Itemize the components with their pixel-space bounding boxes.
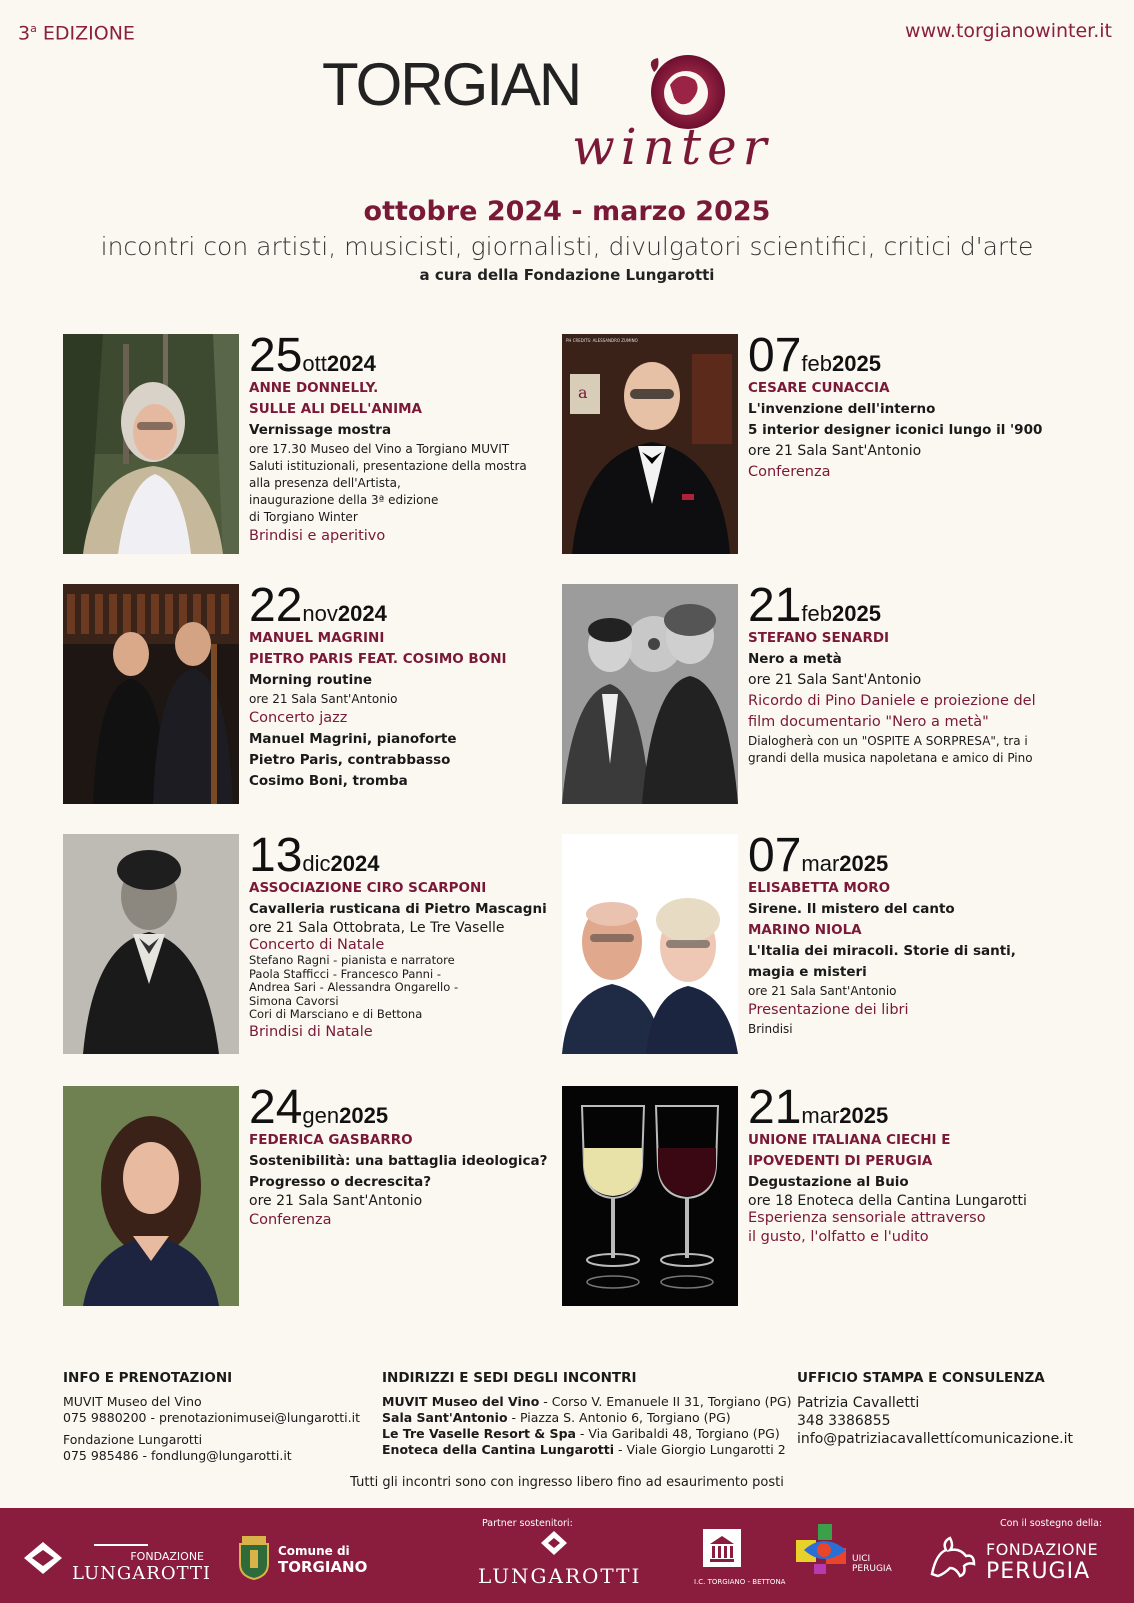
event-line: film documentario "Nero a metà" [748,714,989,730]
info-bookings-title: INFO E PRENOTAZIONI [63,1370,233,1386]
lungarotti-diamond-icon [540,1530,568,1556]
event-card-manuel-magrini [63,579,563,804]
press-phone[interactable]: 348 3386855 [797,1413,891,1429]
event-line: CESARE CUNACCIA [748,380,890,396]
fondazione-label: Fondazione Lungarotti [63,1432,203,1447]
press-contact-name: Patrizia Cavalletti [797,1395,920,1411]
event-details [748,628,1058,767]
event-line: Dialogherà con un "OSPITE A SORPRESA", tra i [748,734,1028,748]
muvit-label: MUVIT Museo del Vino [63,1394,202,1409]
website-link[interactable]: www.torgianowinter.it [905,20,1112,42]
season-subtitle: incontri con artisti, musicisti, giornalisti, divulgatori scientifici, critici d'arte [100,232,1034,261]
support-label: Con il sostegno della: [1000,1518,1103,1529]
uici-label: UICI PERUGIA [852,1554,892,1574]
event-text [748,329,1058,483]
event-details [249,1130,559,1231]
press-email[interactable]: info@patriziacavallettícomunicazione.it [797,1431,1074,1447]
event-text [748,1081,1058,1248]
uici-logo-icon [796,1520,852,1576]
event-line: Brindisi di Natale [249,1023,373,1040]
logo-winter-script: winter [572,118,773,176]
event-line: L'invenzione dell'interno [748,401,936,417]
venue-row: Enoteca della Cantina Lungarotti - Viale Giorgio Lungarotti 2 [382,1442,786,1457]
event-photo [562,1086,738,1306]
event-card-cesare-cunaccia [562,329,1062,554]
event-line: ELISABETTA MORO [748,880,891,896]
event-text [249,829,559,1043]
event-line: PIETRO PARIS FEAT. COSIMO BONI [249,651,507,667]
curated-by: a cura della Fondazione Lungarotti [419,266,715,284]
info-venues-title: INDIRIZZI E SEDI DEGLI INCONTRI [382,1370,637,1386]
info-venues [382,1370,792,1458]
event-date: 13dic2024 [249,829,380,882]
event-line: magia e misteri [748,964,867,980]
sponsor-band [0,1508,1134,1603]
event-photo [562,584,738,804]
logo-torgiano-text: TORGIAN [322,51,581,118]
event-line: Vernissage mostra [249,422,392,438]
event-date: 07feb2025 [748,329,881,382]
info-press [797,1370,1073,1448]
event-line: IPOVEDENTI DI PERUGIA [748,1153,933,1169]
season-dates: ottobre 2024 - marzo 2025 [363,196,771,227]
event-line: STEFANO SENARDI [748,630,890,646]
event-line: Pietro Paris, contrabbasso [249,752,451,768]
event-text [748,579,1058,767]
event-line: inaugurazione della 3ª edizione [249,493,439,507]
event-text [249,1081,559,1231]
event-date: 21mar2025 [748,1081,889,1134]
event-line: Progresso o decrescita? [249,1174,432,1190]
event-photo [63,334,239,554]
event-line: Simona Cavorsi [249,993,339,1008]
muvit-contact[interactable]: 075 9880200 - prenotazionimusei@lungarotti.it [63,1410,360,1425]
event-line: ore 21 Sala Sant'Antonio [748,443,922,459]
event-line: Manuel Magrini, pianoforte [249,731,457,747]
photo-credit: PH CREDITS: ALESSANDRO ZUMINO [566,338,638,343]
event-details [249,878,559,1043]
event-line: Sostenibilità: una battaglia ideologica? [249,1153,548,1169]
event-line: Stefano Ragni - pianista e narratore [249,953,455,967]
event-card-uici [562,1081,1062,1306]
event-line: Concerto jazz [249,710,348,726]
school-building-icon [702,1528,742,1568]
event-line: MANUEL MAGRINI [249,630,385,646]
comune-torgiano-logo[interactable]: Comune di TORGIANO [278,1544,368,1576]
griffin-logo-icon [926,1534,978,1578]
svg-text:a: a [578,383,588,402]
event-line: Morning routine [249,672,372,688]
event-date: 22nov2024 [249,579,387,632]
event-line: Esperienza sensoriale attraverso [748,1210,986,1226]
fondazione-lungarotti-logo[interactable]: FONDAZIONE LUNGAROTTI [72,1544,212,1584]
event-line: ore 17.30 Museo del Vino a Torgiano MUVIT [249,442,510,456]
event-details [249,628,559,792]
event-line: Conferenza [249,1212,332,1228]
event-photo [562,334,738,554]
event-date: 24gen2025 [249,1081,389,1134]
edition-label: 3$^a$ EDIZIONE [18,22,135,45]
event-card-moro-niola [562,829,1062,1054]
event-line: Nero a metà [748,651,842,667]
event-line: L'Italia dei miracoli. Storie di santi, [748,943,1016,959]
event-card-federica-gasbarro [63,1081,563,1306]
event-line: di Torgiano Winter [249,510,358,524]
partners-label: Partner sostenitori: [482,1518,573,1529]
event-card-ciro-scarponi [63,829,563,1054]
event-line: ore 21 Sala Sant'Antonio [748,672,922,688]
free-entry-note: Tutti gli incontri sono con ingresso libero fino ad esaurimento posti [350,1475,784,1490]
venue-row: Sala Sant'Antonio - Piazza S. Antonio 6, Torgiano (PG) [382,1410,731,1425]
event-card-stefano-senardi [562,579,1062,804]
event-details [748,878,1058,1038]
event-line: Paola Stafficci - Francesco Panni - [249,966,441,981]
event-photo [63,584,239,804]
ic-torgiano-label: I.C. TORGIANO - BETTONA [694,1578,786,1586]
venue-row: Le Tre Vaselle Resort & Spa - Via Garibaldi 48, Torgiano (PG) [382,1426,780,1441]
event-line: Cavalleria rusticana di Pietro Mascagni [249,901,547,917]
event-text [249,579,559,792]
event-line: il gusto, l'olfatto e l'udito [748,1229,929,1245]
event-details [748,1130,1058,1248]
event-line: Conferenza [748,464,831,480]
event-text [249,329,559,547]
fondazione-lungarotti-logo-icon [22,1540,64,1576]
event-line: grandi della musica napoletana e amico di Pino [748,751,1033,765]
event-line: Saluti istituzionali, presentazione della mostra [249,459,527,473]
event-line: ore 21 Sala Sant'Antonio [249,1193,423,1209]
event-date: 21feb2025 [748,579,881,632]
event-text [748,829,1058,1038]
event-date: 07mar2025 [748,829,889,882]
event-date: 25ott2024 [249,329,376,382]
event-photo [562,834,738,1054]
event-line: Brindisi [748,1022,793,1036]
event-line: Concerto di Natale [249,937,385,953]
event-details [748,378,1058,483]
event-line: ANNE DONNELLY. [249,380,379,396]
event-line: ore 21 Sala Ottobrata, Le Tre Vaselle [249,920,505,936]
event-line: alla presenza dell'Artista, [249,476,401,490]
venue-row: MUVIT Museo del Vino - Corso V. Emanuele II 31, Torgiano (PG) [382,1394,792,1409]
info-press-title: UFFICIO STAMPA E CONSULENZA [797,1370,1045,1386]
event-line: Presentazione dei libri [748,1002,909,1018]
event-line: Degustazione al Buio [748,1174,909,1190]
event-line: Sirene. Il mistero del canto [748,901,955,917]
event-photo [63,1086,239,1306]
event-line: ore 21 Sala Sant'Antonio [748,984,897,998]
event-line: Cori di Marsciano e di Bettona [249,1007,423,1021]
fondazione-contact[interactable]: 075 985486 - fondlung@lungarotti.it [63,1448,292,1463]
event-photo [63,834,239,1054]
event-line: ore 18 Enoteca della Cantina Lungarotti [748,1193,1027,1209]
event-line: FEDERICA GASBARRO [249,1132,413,1148]
event-line: Brindisi e aperitivo [249,528,386,544]
event-line: Cosimo Boni, tromba [249,773,408,789]
info-bookings [63,1370,360,1464]
fondazione-perugia-logo[interactable]: FONDAZIONE PERUGIA [986,1540,1099,1584]
event-card-anne-donnelly [63,329,563,554]
event-line: UNIONE ITALIANA CIECHI E [748,1132,951,1148]
event-line: Ricordo di Pino Daniele e proiezione del [748,693,1036,709]
lungarotti-logo[interactable]: LUNGAROTTI [478,1564,642,1588]
event-line: Andrea Sari - Alessandra Ongarello - [249,980,459,994]
torgiano-crest-icon [236,1534,272,1580]
event-line: MARINO NIOLA [748,922,862,938]
event-line: ore 21 Sala Sant'Antonio [249,692,398,706]
event-line: 5 interior designer iconici lungo il '900 [748,422,1043,438]
event-line: ASSOCIAZIONE CIRO SCARPONI [249,880,487,896]
event-line: SULLE ALI DELL'ANIMA [249,401,423,417]
event-details [249,378,559,547]
